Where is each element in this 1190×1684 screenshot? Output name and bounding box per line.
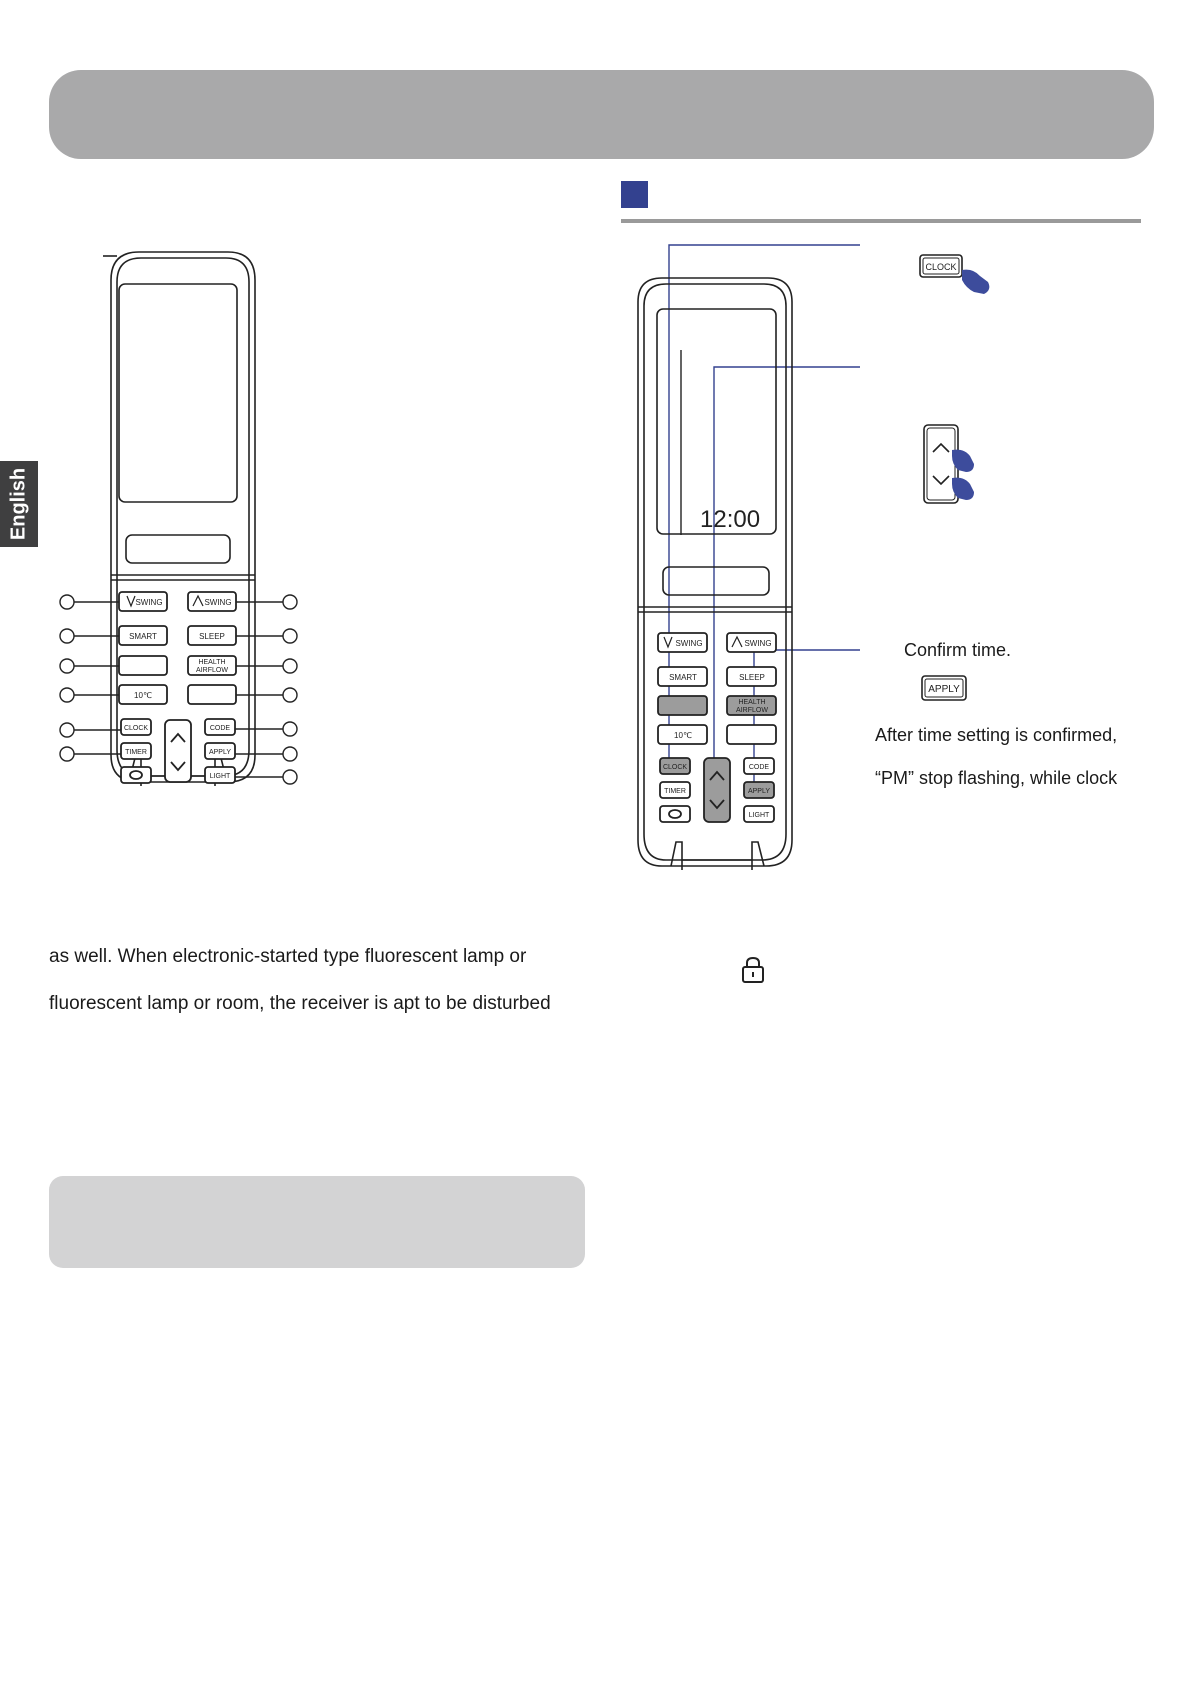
r-up-down-rocker[interactable] — [704, 758, 730, 822]
section-divider — [621, 219, 1141, 223]
step-up-down-button — [924, 425, 958, 503]
blank-button-2[interactable] — [188, 685, 236, 704]
svg-text:LIGHT: LIGHT — [209, 773, 231, 780]
left-remote-diagram — [55, 250, 315, 850]
svg-text:10℃: 10℃ — [674, 731, 692, 740]
svg-text:APPLY: APPLY — [208, 749, 232, 756]
svg-text:AIRFLOW: AIRFLOW — [196, 667, 228, 674]
svg-text:SMART: SMART — [129, 632, 157, 641]
svg-text:TIMER: TIMER — [125, 749, 147, 756]
svg-text:LIGHT: LIGHT — [748, 812, 770, 819]
svg-text:HEALTH: HEALTH — [198, 659, 226, 666]
svg-text:SLEEP: SLEEP — [199, 632, 225, 641]
svg-text:SWING: SWING — [675, 639, 703, 648]
r-blank-button-2[interactable] — [727, 725, 776, 744]
svg-text:SWING: SWING — [204, 598, 232, 607]
svg-text:SMART: SMART — [669, 673, 697, 682]
svg-text:10℃: 10℃ — [134, 691, 152, 700]
lock-icon — [740, 955, 766, 985]
up-down-rocker[interactable] — [165, 720, 191, 782]
after-confirm-text: After time setting is confirmed, — [875, 725, 1118, 745]
display-time: 12:00 — [700, 506, 761, 533]
section-marker — [621, 181, 648, 208]
svg-text:TIMER: TIMER — [664, 788, 686, 795]
paragraph-line-1: as well. When electronic-started type fluorescent lamp or — [49, 946, 527, 967]
page-header-bar — [49, 70, 1154, 159]
power-button[interactable] — [121, 767, 151, 783]
svg-text:CLOCK: CLOCK — [123, 725, 149, 732]
svg-text:CODE: CODE — [748, 764, 770, 771]
svg-text:HEALTH: HEALTH — [738, 699, 766, 706]
r-power-button[interactable] — [660, 806, 690, 822]
confirm-time-text: Confirm time. — [904, 640, 1012, 660]
svg-text:APPLY: APPLY — [747, 788, 771, 795]
blank-button-1[interactable] — [119, 656, 167, 675]
svg-text:CODE: CODE — [209, 725, 231, 732]
clock-step-illustration — [920, 255, 989, 294]
note-box — [49, 1176, 585, 1268]
apply-step-illustration — [922, 676, 966, 700]
svg-text:SLEEP: SLEEP — [739, 673, 765, 682]
language-tab-label: English — [7, 467, 30, 541]
svg-text:SWING: SWING — [744, 639, 772, 648]
svg-text:SWING: SWING — [135, 598, 163, 607]
svg-text:APPLY: APPLY — [928, 684, 960, 695]
pm-flashing-text: “PM” stop flashing, while clock — [875, 768, 1118, 788]
svg-text:CLOCK: CLOCK — [925, 262, 957, 272]
r-blank-button-1[interactable] — [658, 696, 707, 715]
updown-step-illustration — [924, 425, 974, 503]
language-tab — [0, 461, 38, 547]
paragraph-line-2: fluorescent lamp or room, the receiver is apt to be disturbed — [49, 993, 551, 1014]
hand-pointer-icon — [962, 270, 989, 294]
svg-text:AIRFLOW: AIRFLOW — [736, 707, 768, 714]
svg-text:CLOCK: CLOCK — [662, 764, 688, 771]
